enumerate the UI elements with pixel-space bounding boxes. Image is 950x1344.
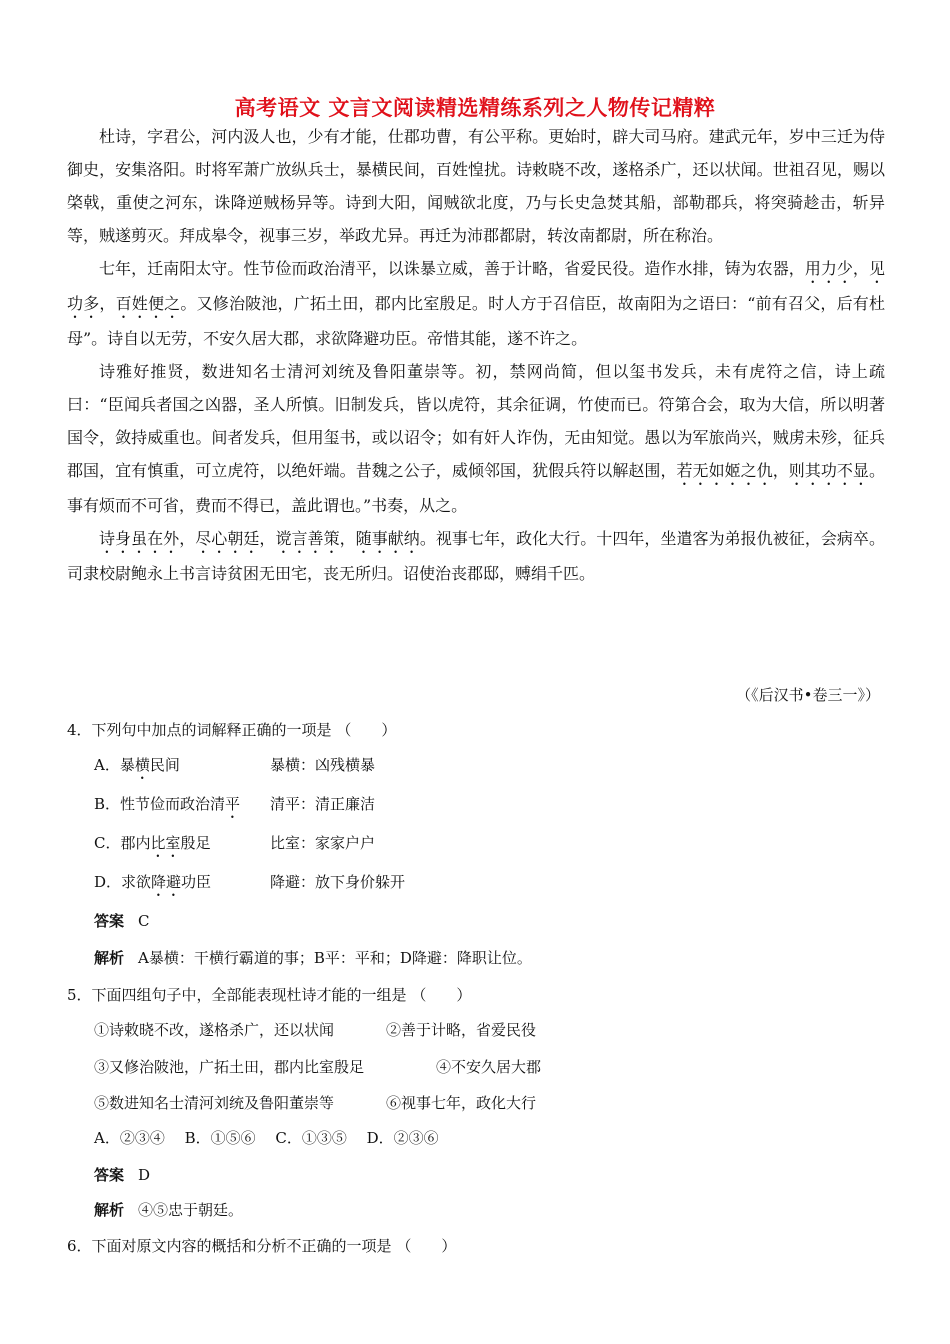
q4-option-a xyxy=(94,755,180,783)
passage-paragraph-2 xyxy=(67,252,885,355)
passage-text: 。又修治陂池，广拓土田，郡内比室殷足。时人方于召信臣，故南阳为之语曰：“前有召父，后有杜母”。诗自以无劳，不安久居大郡，求欲降避功臣。帝惜其能，遂不许之。 xyxy=(67,294,885,348)
option-text: 功臣 xyxy=(181,873,212,891)
emphasized-sentence: 用力少，见功多，百姓便之 xyxy=(67,259,885,313)
emphasized-sentence: 诗身虽在外，尽心朝廷，谠言善策，随事献纳 xyxy=(99,529,420,548)
answer-value: C xyxy=(138,912,150,930)
q5-row-1 xyxy=(94,1020,536,1040)
source-citation: （《后汉书•卷三一》） xyxy=(736,686,880,704)
dotted-word: 比室 xyxy=(150,834,181,852)
q5-row-2 xyxy=(94,1057,541,1077)
passage-text: 。事有烦而不可省，费而不得已，盖此谓也。”书奏，从之。 xyxy=(67,461,885,515)
q5-item-6: ⑥视事七年，政化大行 xyxy=(386,1094,537,1112)
analysis-text: A暴横：干横行霸道的事；B平：平和；D降避：降职让位。 xyxy=(138,949,532,967)
dotted-word: 横 xyxy=(134,756,150,774)
q5-item-5: ⑤数进知名士清河刘统及鲁阳董崇等 xyxy=(94,1094,335,1112)
dotted-word: 降避 xyxy=(151,873,182,891)
option-text: B．性节俭而政治清 xyxy=(94,795,226,813)
q5-answer xyxy=(94,1165,150,1185)
q5-item-1: ①诗敕晓不改，遂格杀广，还以状闻 xyxy=(94,1021,335,1039)
question-6-stem: 6．下面对原文内容的概括和分析不正确的一项是 （ ） xyxy=(67,1237,457,1255)
q4-option-c xyxy=(94,833,211,861)
passage-paragraph-4 xyxy=(67,522,885,590)
option-text: 民间 xyxy=(149,756,180,774)
q5-choices: A．②③④ B．①⑤⑥ C．①③⑤ D．②③⑥ xyxy=(94,1129,439,1147)
analysis-label: 解析 xyxy=(94,949,125,967)
answer-label: 答案 xyxy=(94,1166,125,1184)
q4-option-d xyxy=(94,872,211,900)
emphasized-sentence: 若无如姬之仇，则其功不显 xyxy=(676,461,869,480)
passage-text: 。视事七年，政化大行。十四年，坐遣客为弟报仇被征，会病卒。司隶校尉鲍永上书言诗贫困无田宅，丧无所归。诏使治丧郡邸，赙绢千匹。 xyxy=(67,529,885,583)
answer-value: D xyxy=(138,1166,151,1184)
classical-passage xyxy=(67,120,885,590)
q5-analysis xyxy=(94,1200,243,1220)
option-text: 殷足 xyxy=(180,834,211,852)
question-5-stem: 5．下面四组句子中，全部能表现杜诗才能的一组是 （ ） xyxy=(67,986,472,1004)
q5-item-4: ④不安久居大郡 xyxy=(436,1058,542,1076)
question-4-stem: 4．下列句中加点的词解释正确的一项是 （ ） xyxy=(67,721,397,739)
document-title: 高考语文 文言文阅读精选精练系列之人物传记精粹 xyxy=(234,96,716,120)
q4-answer xyxy=(94,911,150,931)
option-text: C．郡内 xyxy=(94,834,151,852)
answer-label: 答案 xyxy=(94,912,125,930)
q4-analysis xyxy=(94,948,532,968)
passage-paragraph-3 xyxy=(67,355,885,522)
analysis-label: 解析 xyxy=(94,1201,125,1219)
q5-row-3 xyxy=(94,1093,536,1113)
dotted-word: 平 xyxy=(225,795,241,813)
analysis-text: ④⑤忠于朝廷。 xyxy=(138,1201,244,1219)
option-text: A．暴 xyxy=(94,756,135,774)
option-text: D．求欲 xyxy=(94,873,152,891)
q5-item-3: ③又修治陂池，广拓土田，郡内比室殷足 xyxy=(94,1058,365,1076)
passage-text: 七年，迁南阳太守。性节俭而政治清平，以诛暴立威，善于计略，省爱民役。造作水排，铸为农器， xyxy=(99,259,805,278)
q4-option-b-definition: 清平：清正廉洁 xyxy=(270,795,376,813)
q5-item-2: ②善于计略，省爱民役 xyxy=(386,1021,537,1039)
passage-paragraph-1: 杜诗，字君公，河内汲人也，少有才能，仕郡功曹，有公平称。更始时，辟大司马府。建武元年，岁中三迁为侍御史，安集洛阳。时将军萧广放纵兵士，暴横民间，百姓惶扰。诗敕晓不改，遂格杀广，还以状闻。世祖召见，赐以棨戟，重使之河东，诛降逆贼杨异等。诗到大阳，闻贼欲北度，乃与长史急焚其船，部勒郡兵，将突骑趁击，斩异等，贼遂剪灭。拜成皋令，视事三岁，举政尤异。再迁为沛郡都尉，转汝南都尉，所在称治。 xyxy=(67,127,885,245)
q4-option-a-definition: 暴横：凶残横暴 xyxy=(270,756,376,774)
passage-text: 诗雅好推贤，数进知名士清河刘统及鲁阳董崇等。初，禁网尚简，但以玺书发兵，未有虎符之信，诗上疏曰：“臣闻兵者国之凶器，圣人所慎。旧制发兵，皆以虎符，其余征调，竹使而已。符第合会，取为大信，所以明著国令，敛持威重也。间者发兵，但用玺书，或以诏令；如有奸人诈伪，无由知觉。愚以为军旅尚兴，贼虏未殄，征兵郡国，宜有慎重，可立虎符，以绝奸端。昔魏之公子，威倾邻国，犹假兵符以解赵围， xyxy=(67,362,885,480)
q4-option-b xyxy=(94,794,240,822)
q4-option-c-definition: 比室：家家户户 xyxy=(270,834,376,852)
q4-option-d-definition: 降避：放下身价躲开 xyxy=(270,873,406,891)
